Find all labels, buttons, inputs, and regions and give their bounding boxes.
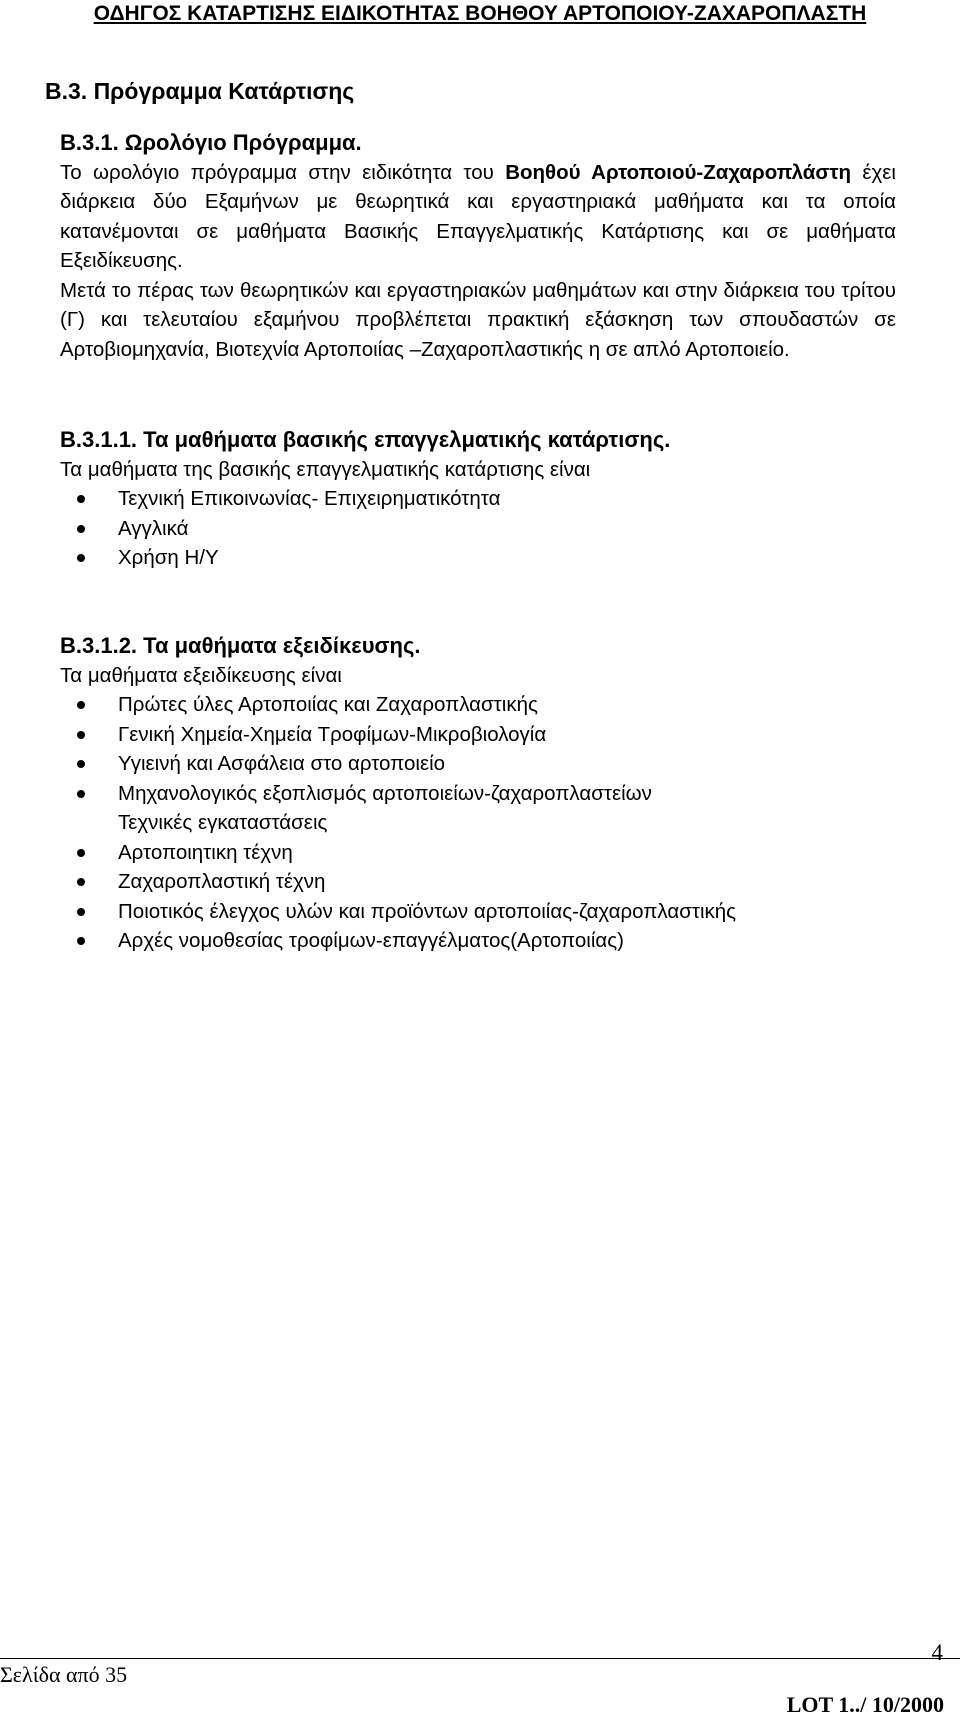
paragraph-intro-suffix: έχει διάρκεια δύο Εξαμήνων με θεωρητικά και εργαστηριακά μαθήματα και τα οποία κατανέμονται σε μαθήματα Βασικής Επαγγελματικής Κατάρτισης και σε μαθήματα Εξειδίκευσης.: [60, 160, 896, 272]
specialty-name: Βοηθού Αρτοποιού-Ζαχαροπλάστη: [505, 160, 852, 184]
list-item: [60, 749, 896, 779]
bullet-icon: [77, 701, 85, 709]
bullet-icon: [77, 731, 85, 739]
list-item-label: Ζαχαροπλαστική τέχνη: [118, 870, 326, 893]
bullet-icon: [77, 908, 85, 916]
lot-label: LOT 1../ 10/2000: [786, 1692, 944, 1717]
list-item: [60, 838, 896, 868]
document-header-title: ΟΔΗΓΟΣ ΚΑΤΑΡΤΙΣΗΣ ΕΙΔΙΚΟΤΗΤΑΣ ΒΟΗΘΟΥ ΑΡΤΟΠΟΙΟΥ-ΖΑΧΑΡΟΠΛΑΣΤΗ: [93, 2, 867, 25]
sub-heading-timetable: Β.3.1. Ωρολόγιο Πρόγραμμα.: [60, 130, 362, 155]
list-item: [60, 779, 896, 809]
footer-divider: [0, 1658, 960, 1659]
basic-courses-section: [60, 425, 896, 573]
list-item: [60, 926, 896, 956]
page-number: 4: [931, 1640, 943, 1665]
bullet-icon: [77, 937, 85, 945]
specialization-courses-intro: Τα μαθήματα εξειδίκευσης είναι: [60, 663, 342, 687]
list-item-label: Μηχανολογικός εξοπλισμός αρτοποιείων-ζαχαροπλαστείων: [118, 781, 652, 805]
section-heading: Β.3. Πρόγραμμα Κατάρτισης: [45, 78, 355, 104]
list-item-label: Γενική Χημεία-Χημεία Τροφίμων-Μικροβιολογία: [118, 722, 547, 746]
bullet-icon: [77, 760, 85, 768]
bullet-icon: [77, 790, 85, 798]
basic-courses-intro: Τα μαθήματα της βασικής επαγγελματικής κατάρτισης είναι: [60, 457, 591, 481]
list-item-label: Τεχνικές εγκαταστάσεις: [118, 811, 328, 834]
list-item: [60, 514, 896, 544]
list-item-label: Υγιεινή και Ασφάλεια στο αρτοποιείο: [118, 752, 446, 775]
list-item-label: Αγγλικά: [118, 516, 189, 540]
list-item-label: Αρχές νομοθεσίας τροφίμων-επαγγέλματος(Αρτοποιίας): [118, 929, 624, 952]
specialization-courses-heading: Β.3.1.2. Τα μαθήματα εξειδίκευσης.: [60, 633, 421, 658]
bullet-icon: [77, 525, 85, 533]
list-item-continuation: [60, 808, 896, 838]
paragraph-practice: Μετά το πέρας των θεωρητικών και εργαστηριακών μαθημάτων και στην διάρκεια του τρίτου (Γ) και τελευταίου εξαμήνου προβλέπεται πρακτική εξάσκηση των σπουδαστών σε Αρτοβιομηχανία, Βιοτεχνία Αρτοποιίας –Ζαχαροπλαστικής η σε απλό Αρτοποιείο.: [60, 278, 896, 361]
list-item-label: Χρήση Η/Υ: [118, 546, 219, 569]
list-item-label: Πρώτες ύλες Αρτοποιίας και Ζαχαροπλαστικής: [118, 693, 538, 716]
list-item: [60, 543, 896, 573]
list-item: [60, 720, 896, 750]
list-item: [60, 690, 896, 720]
basic-courses-heading: Β.3.1.1. Τα μαθήματα βασικής επαγγελματικής κατάρτισης.: [60, 427, 671, 452]
basic-courses-list: [60, 484, 896, 573]
bullet-icon: [77, 495, 85, 503]
paragraph-intro: [60, 158, 896, 276]
page-of-label: Σελίδα από 35: [0, 1662, 128, 1687]
bullet-icon: [77, 849, 85, 857]
list-item: [60, 867, 896, 897]
specialization-courses-list: [60, 690, 896, 956]
list-item-label: Αρτοποιητικη τέχνη: [118, 840, 293, 864]
paragraph-intro-prefix: Το ωρολόγιο πρόγραμμα στην ειδικότητα του: [60, 160, 506, 184]
bullet-icon: [77, 554, 85, 562]
section-body: [60, 128, 896, 364]
list-item-label: Τεχνική Επικοινωνίας- Επιχειρηματικότητα: [118, 487, 501, 510]
list-item: [60, 897, 896, 927]
list-item: [60, 484, 896, 514]
bullet-icon: [77, 878, 85, 886]
specialization-courses-section: [60, 631, 896, 956]
list-item-label: Ποιοτικός έλεγχος υλών και προϊόντων αρτοποιίας-ζαχαροπλαστικής: [118, 899, 737, 923]
